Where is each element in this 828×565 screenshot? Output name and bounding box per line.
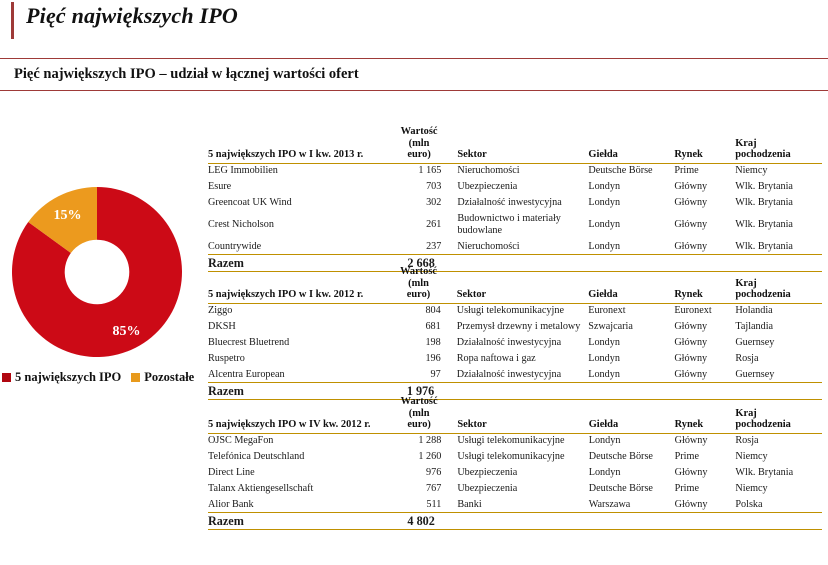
- column-header-country-l2: pochodzenia: [735, 289, 791, 301]
- column-header-value-l2: (mln: [408, 407, 430, 419]
- cell-country: Guernsey: [735, 367, 822, 383]
- cell-name: DKSH: [208, 321, 236, 333]
- cell-market: Główny: [674, 467, 708, 479]
- column-header-value-l1: Wartość: [400, 396, 438, 407]
- cell-value: 198: [425, 337, 441, 349]
- cell-value: 1 288: [418, 435, 442, 447]
- legend-item-other: [131, 370, 194, 385]
- cell-sector: Ubezpieczenia: [457, 482, 518, 494]
- cell-sector: Ubezpieczenia: [457, 181, 518, 193]
- cell-name: Alcentra European: [208, 367, 384, 383]
- cell-sector: Nieruchomości: [457, 239, 588, 255]
- legend-label-top5: 5 największych IPO: [15, 370, 122, 384]
- cell-name: Ruspetro: [208, 352, 245, 364]
- cell-value: 703: [426, 181, 442, 193]
- cell-market: Główny: [674, 181, 708, 193]
- cell-sector: Usługi telekomunikacyjne: [457, 435, 565, 447]
- cell-market: Prime: [674, 165, 699, 177]
- cell-country: Guernsey: [735, 337, 775, 349]
- cell-sector: Budownictwo i materiały budowlane: [457, 212, 561, 236]
- cell-name: Esure: [208, 181, 232, 193]
- legend-item-top5: [2, 370, 121, 385]
- column-header-exchange: Giełda: [589, 396, 675, 433]
- cell-value: 511: [385, 497, 457, 513]
- table-row: [208, 449, 822, 465]
- column-header-country-l1: Kraj: [735, 407, 757, 419]
- total-value: 4 802: [385, 513, 457, 530]
- cell-exchange: Londyn: [588, 367, 674, 383]
- column-header-market: Rynek: [674, 126, 735, 163]
- cell-name: Ziggo: [208, 305, 233, 317]
- column-header-market: Rynek: [674, 266, 735, 303]
- cell-sector: Nieruchomości: [457, 165, 520, 177]
- table-row: [208, 351, 822, 367]
- column-header-sector: Sektor: [457, 266, 588, 303]
- cell-market: Główny: [675, 497, 736, 513]
- cell-value: 767: [426, 482, 442, 494]
- table-row: [208, 481, 822, 497]
- column-header-sector: Sektor: [457, 396, 588, 433]
- column-header-name: 5 największych IPO w IV kw. 2012 r.: [208, 396, 385, 433]
- cell-market: Główny: [674, 197, 708, 209]
- cell-market: Główny: [674, 435, 708, 447]
- subtitle-band: [0, 58, 828, 91]
- cell-market: Główny: [674, 352, 708, 364]
- cell-value: 261: [426, 218, 442, 230]
- cell-exchange: Deutsche Börse: [588, 165, 653, 177]
- table-row: [208, 367, 822, 383]
- title-accent-bar: [11, 2, 14, 39]
- cell-country: Rosja: [735, 435, 759, 447]
- cell-sector: Ubezpieczenia: [457, 467, 518, 479]
- column-header-value: [384, 266, 456, 303]
- table-row: [208, 433, 822, 449]
- column-header-name: 5 największych IPO w I kw. 2012 r.: [208, 266, 384, 303]
- cell-country: Wlk. Brytania: [735, 467, 794, 479]
- cell-country: Wlk. Brytania: [735, 197, 793, 209]
- cell-name: Talanx Aktiengesellschaft: [208, 482, 314, 494]
- column-header-market: Rynek: [675, 396, 736, 433]
- cell-exchange: Londyn: [588, 337, 620, 349]
- cell-name: Crest Nicholson: [208, 218, 274, 230]
- cell-market: Główny: [674, 218, 708, 230]
- table-row: [208, 179, 822, 195]
- total-filler: [675, 513, 736, 530]
- cell-value: 976: [426, 467, 442, 479]
- column-header-country: [735, 126, 822, 163]
- cell-value: 196: [425, 352, 441, 364]
- column-header-value-l1: Wartość: [400, 266, 437, 277]
- table-header-row: [208, 396, 822, 433]
- cell-sector: Przemysł drzewny i metalowy: [456, 321, 581, 333]
- column-header-sector: Sektor: [457, 126, 588, 163]
- page-title: Pięć największych IPO: [26, 3, 238, 28]
- cell-name: Countrywide: [208, 239, 385, 255]
- cell-exchange: Londyn: [588, 218, 621, 230]
- table-row: [208, 239, 822, 255]
- table-total-row: [208, 513, 822, 530]
- column-header-value-l2: (mln: [408, 137, 430, 149]
- total-filler: [735, 513, 822, 530]
- column-header-country: [735, 396, 822, 433]
- cell-exchange: Euronext: [588, 305, 626, 317]
- donut-svg: [11, 186, 183, 358]
- cell-market: Główny: [674, 239, 735, 255]
- legend-label-other: Pozostałe: [144, 370, 195, 384]
- total-value: 1 976: [384, 383, 456, 400]
- column-header-country-l1: Kraj: [735, 277, 757, 289]
- column-header-value-l3: euro): [407, 149, 431, 161]
- cell-country: Polska: [735, 497, 822, 513]
- table-row: [208, 163, 822, 179]
- table-row: [208, 303, 822, 319]
- table-row: [208, 465, 822, 481]
- total-filler: [457, 513, 588, 530]
- cell-country: Holandia: [735, 305, 773, 317]
- cell-exchange: Londyn: [588, 239, 674, 255]
- donut-chart: [0, 186, 200, 401]
- cell-country: Niemcy: [735, 482, 768, 494]
- cell-sector: Działalność inwestycyjna: [456, 337, 562, 349]
- column-header-country-l2: pochodzenia: [735, 419, 791, 431]
- cell-sector: Działalność inwestycyjna: [457, 367, 588, 383]
- cell-value: 681: [425, 321, 441, 333]
- cell-name: LEG Immobilien: [208, 165, 278, 177]
- column-header-value: [385, 126, 458, 163]
- column-header-name: 5 największych IPO w I kw. 2013 r.: [208, 126, 385, 163]
- column-header-value-l2: (mln: [408, 277, 429, 289]
- cell-sector: Usługi telekomunikacyjne: [457, 451, 565, 463]
- cell-value: 302: [426, 197, 442, 209]
- cell-country: Niemcy: [735, 165, 768, 177]
- column-header-country: [735, 266, 822, 303]
- column-header-value-l3: euro): [406, 289, 431, 301]
- cell-name: OJSC MegaFon: [208, 435, 274, 447]
- ipo-table-2012q1: [208, 266, 822, 400]
- ipo-table-2012q4: [208, 396, 822, 530]
- cell-name: Direct Line: [208, 467, 255, 479]
- donut-label-other: 15%: [53, 208, 82, 224]
- table-row: [208, 335, 822, 351]
- cell-value: 1 260: [418, 451, 442, 463]
- cell-market: Główny: [674, 321, 708, 333]
- cell-sector: Usługi telekomunikacyjne: [456, 305, 564, 317]
- cell-sector: Ropa naftowa i gaz: [456, 352, 536, 364]
- cell-market: Prime: [674, 451, 699, 463]
- table-header-row: [208, 266, 822, 303]
- cell-market: Euronext: [674, 305, 712, 317]
- column-header-value-l3: euro): [407, 419, 431, 431]
- cell-exchange: Deutsche Börse: [588, 451, 653, 463]
- cell-country: Niemcy: [735, 451, 768, 463]
- cell-exchange: Londyn: [588, 197, 621, 209]
- table-header-row: [208, 126, 822, 163]
- cell-exchange: Deutsche Börse: [588, 482, 653, 494]
- cell-name: Telefónica Deutschland: [208, 451, 305, 463]
- total-label: Razem: [208, 383, 384, 400]
- cell-value: 97: [384, 367, 456, 383]
- cell-exchange: Szwajcaria: [588, 321, 633, 333]
- column-header-country-l1: Kraj: [735, 137, 757, 149]
- table-row: [208, 211, 822, 239]
- table-row: [208, 319, 822, 335]
- donut-label-top5: 85%: [112, 323, 141, 339]
- table-body: [208, 433, 822, 529]
- cell-exchange: Londyn: [588, 467, 621, 479]
- cell-country: Rosja: [735, 352, 759, 364]
- ipo-table-2013q1: [208, 126, 822, 272]
- cell-name: Greencoat UK Wind: [208, 197, 292, 209]
- cell-country: Wlk. Brytania: [735, 239, 822, 255]
- legend-swatch-top5: [2, 373, 11, 382]
- page-header: [0, 0, 828, 56]
- column-header-value-l1: Wartość: [400, 126, 438, 137]
- table-header: [208, 266, 822, 303]
- legend-swatch-other: [131, 373, 140, 382]
- chart-subtitle: Pięć największych IPO – udział w łącznej wartości ofert: [14, 66, 359, 82]
- cell-country: Wlk. Brytania: [735, 181, 793, 193]
- cell-sector: Działalność inwestycyjna: [457, 197, 562, 209]
- column-header-exchange: Giełda: [588, 266, 674, 303]
- chart-legend: [2, 370, 194, 385]
- cell-market: Główny: [674, 337, 708, 349]
- cell-market: Prime: [674, 482, 699, 494]
- table-body: [208, 303, 822, 399]
- cell-exchange: Londyn: [588, 181, 621, 193]
- table-row: [208, 195, 822, 211]
- cell-value: 1 165: [418, 165, 442, 177]
- total-filler: [589, 513, 675, 530]
- total-label: Razem: [208, 254, 385, 271]
- table-row: [208, 497, 822, 513]
- donut-chart-graphic: [11, 186, 183, 358]
- cell-sector: Banki: [457, 497, 588, 513]
- column-header-exchange: Giełda: [588, 126, 674, 163]
- cell-name: Alior Bank: [208, 497, 385, 513]
- cell-exchange: Londyn: [588, 435, 621, 447]
- total-value: 2 668: [385, 254, 458, 271]
- column-header-value: [385, 396, 457, 433]
- cell-exchange: Londyn: [588, 352, 620, 364]
- table-header: [208, 396, 822, 433]
- total-label: Razem: [208, 513, 385, 530]
- cell-exchange: Warszawa: [589, 497, 675, 513]
- cell-name: Bluecrest Bluetrend: [208, 337, 290, 349]
- table-header: [208, 126, 822, 163]
- cell-value: 804: [425, 305, 441, 317]
- cell-value: 237: [385, 239, 458, 255]
- cell-country: Wlk. Brytania: [735, 218, 793, 230]
- table-body: [208, 163, 822, 271]
- cell-market: Główny: [674, 367, 735, 383]
- cell-country: Tajlandia: [735, 321, 774, 333]
- column-header-country-l2: pochodzenia: [735, 149, 791, 161]
